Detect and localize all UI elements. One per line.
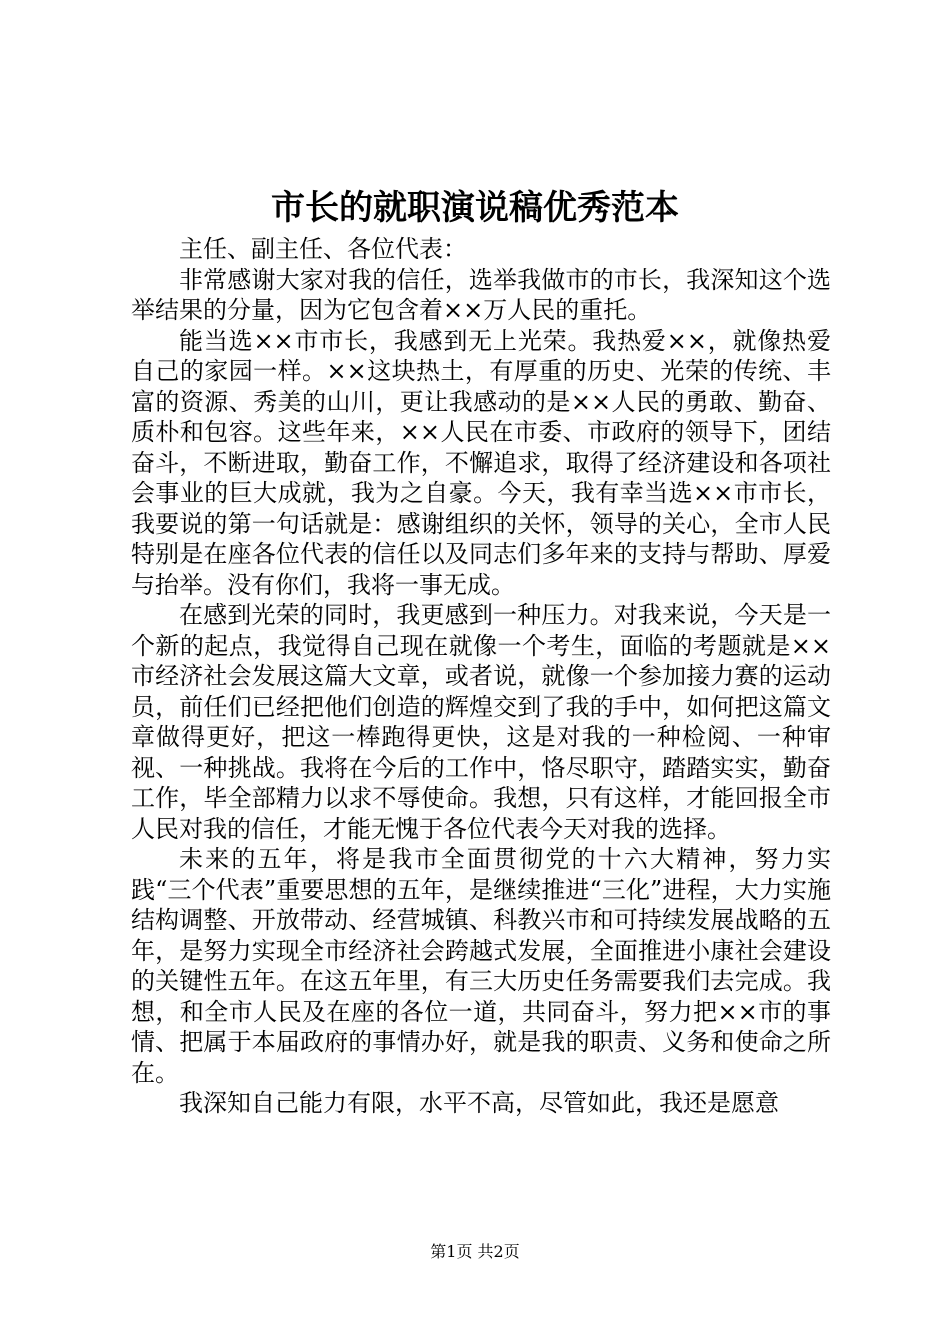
body-paragraph: 我深知自己能力有限，水平不高，尽管如此，我还是愿意 [179, 1089, 779, 1117]
document-body [131, 234, 831, 1119]
salutation-paragraph: 主任、副主任、各位代表： [179, 235, 467, 263]
body-paragraph: 能当选××市市长，我感到无上光荣。我热爱××，就像热爱自己的家园一样。××这块热土，有厚重的历史、光荣的传统、丰富的资源、秀美的山川，更让我感动的是××人民的勇敢、勤奋、质朴和包容。这些年来，××人民在市委、市政府的领导下，团结奋斗，不断进取，勤奋工作，不懈追求，取得了经济建设和各项社会事业的巨大成就，我为之自豪。今天，我有幸当选××市市长，我要说的第一句话就是：感谢组织的关怀，领导的关心，全市人民特别是在座各位代表的信任以及同志们多年来的支持与帮助、厚爱与抬举。没有你们，我将一事无成。 [131, 326, 831, 599]
page-number-footer: 第1页 共2页 [430, 1242, 520, 1261]
body-paragraph: 非常感谢大家对我的信任，选举我做市的市长，我深知这个选举结果的分量，因为它包含着××万人民的重托。 [131, 265, 831, 324]
body-paragraph: 在感到光荣的同时，我更感到一种压力。对我来说，今天是一个新的起点，我觉得自己现在就像一个考生，面临的考题就是××市经济社会发展这篇大文章，或者说，就像一个参加接力赛的运动员，前任们已经把他们创造的辉煌交到了我的手中，如何把这篇文章做得更好，把这一棒跑得更快，这是对我的一种检阅、一种审视、一种挑战。我将在今后的工作中，恪尽职守，踏踏实实，勤奋工作，毕全部精力以求不辱使命。我想，只有这样，才能回报全市人民对我的信任，才能无愧于各位代表今天对我的选择。 [131, 601, 831, 843]
body-paragraph: 未来的五年，将是我市全面贯彻党的十六大精神，努力实践“三个代表”重要思想的五年，是继续推进“三化”进程，大力实施结构调整、开放带动、经营城镇、科教兴市和可持续发展战略的五年，是努力实现全市经济社会跨越式发展，全面推进小康社会建设的关键性五年。在这五年里，有三大历史任务需要我们去完成。我想，和全市人民及在座的各位一道，共同奋斗，努力把××市的事情、把属于本届政府的事情办好，就是我的职责、义务和使命之所在。 [131, 845, 831, 1087]
document-title: 市长的就职演说稿优秀范本 [271, 188, 679, 228]
